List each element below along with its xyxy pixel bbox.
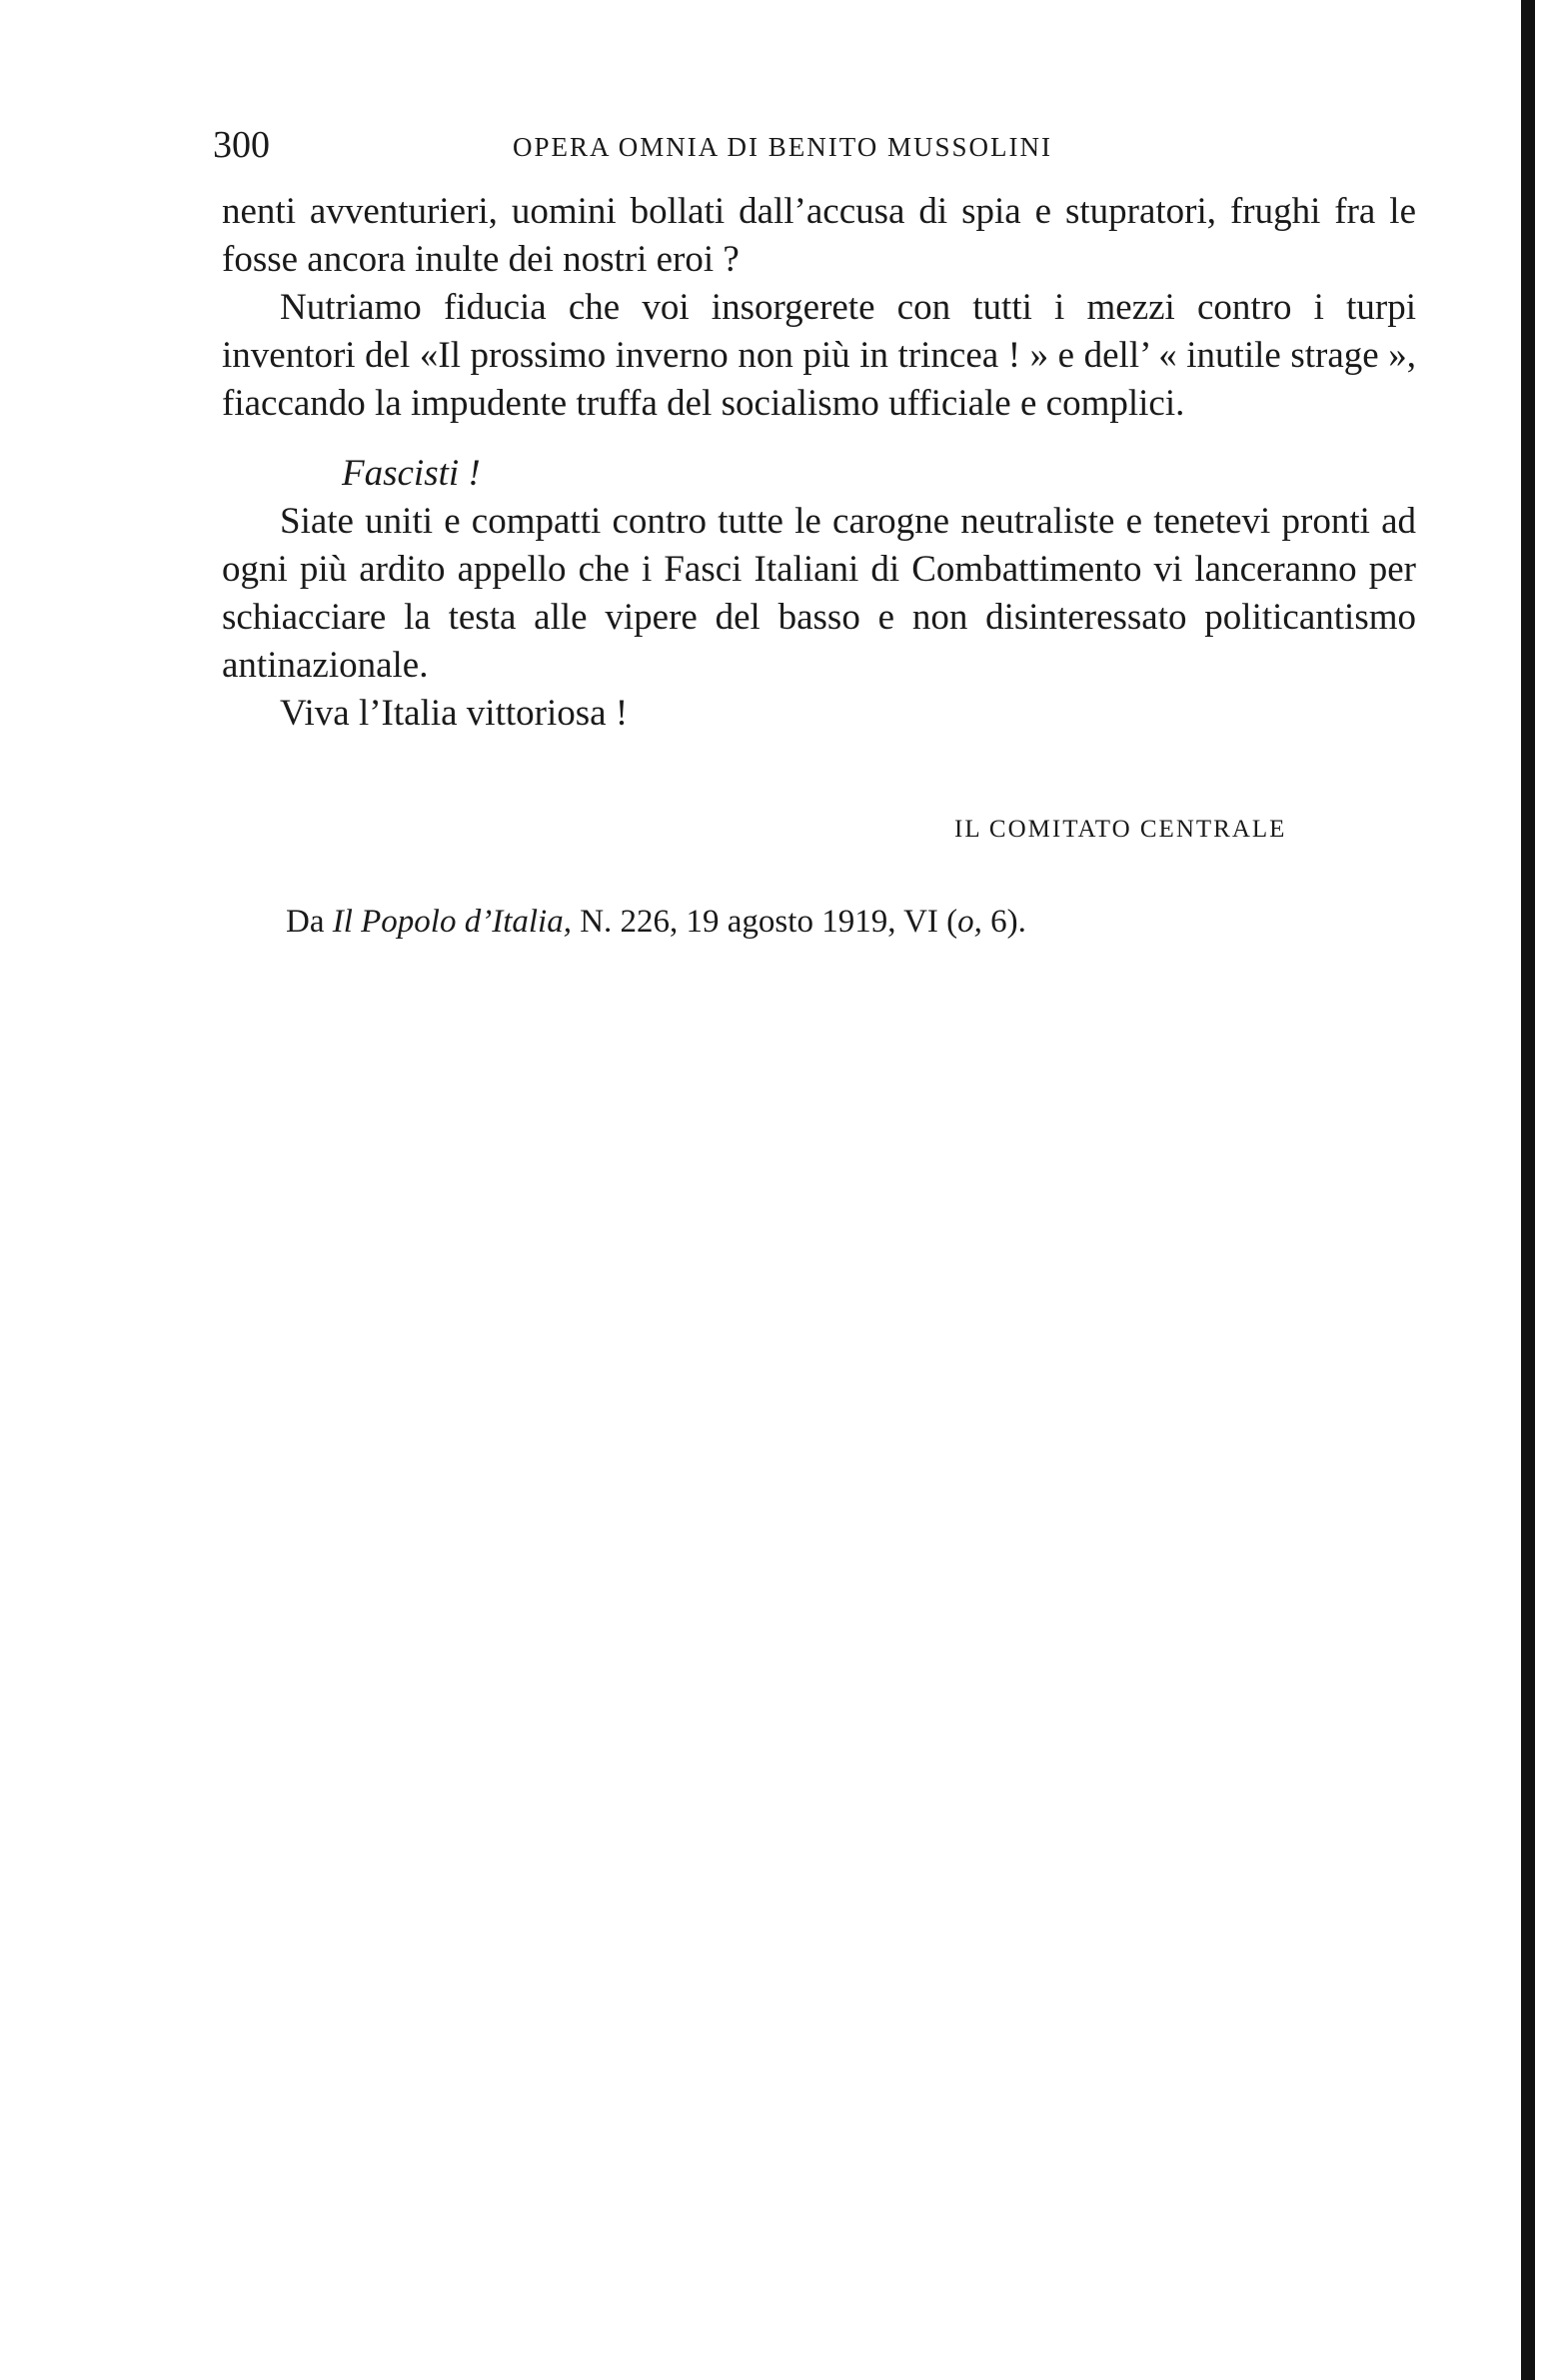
paragraph-gap — [222, 428, 1416, 450]
source-details: N. 226, 19 agosto 1919, VI ( — [580, 904, 958, 940]
exclamation-fascisti: Fascisti ! — [342, 453, 481, 494]
source-details-end: 6). — [981, 904, 1026, 940]
source-citation — [286, 900, 1026, 944]
paragraph-appeal: Siate uniti e compatti contro tutte le carogne neutraliste e tenetevi pronti ad ogni più ardito appello che i Fasci Italiani di Combattimento vi lanceranno per schiacciare la testa alle vipere del basso e non disinteressato politicantismo antinazionale. — [222, 501, 1416, 686]
source-details-italic: o, — [957, 904, 982, 940]
paragraph-viva: Viva l’Italia vittoriosa ! — [280, 693, 629, 734]
source-prefix: Da — [286, 904, 325, 940]
header-title: OPERA OMNIA DI BENITO MUSSOLINI — [513, 132, 1053, 162]
page-edge-shadow — [1521, 0, 1535, 2380]
paragraph-trust: Nutriamo fiducia che voi insorgerete con tutti i mezzi contro i turpi inventori del «Il prossimo inverno non più in trincea ! » e dell’ « inutile strage », fiaccando la impudente truffa del socialismo ufficiale e complici. — [222, 287, 1416, 424]
source-newspaper: Il Popolo d’Italia, — [332, 904, 572, 940]
running-header — [213, 120, 1412, 170]
page-number: 300 — [213, 124, 270, 166]
signature: IL COMITATO CENTRALE — [954, 816, 1287, 843]
body-text — [222, 188, 1416, 738]
paragraph-continuation: nenti avventurieri, uomini bollati dall’accusa di spia e stupratori, frughi fra le fosse ancora inulte dei nostri eroi ? — [222, 191, 1416, 280]
